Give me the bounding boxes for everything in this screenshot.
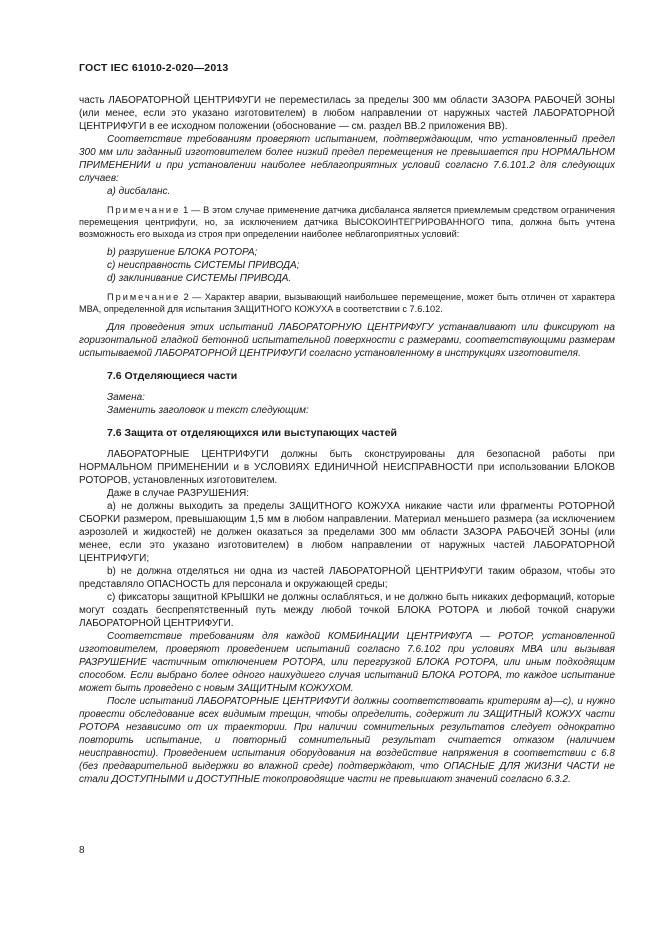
list-item-a: а) дисбаланс. [107, 186, 171, 197]
list-item-c: с) фиксаторы защитной КРЫШКИ не должны ослабляться, и не должно быть никаких деформаций, которые могут создать беспрепятственный путь между любой точкой БЛОКА РОТОРА и любой точкой снаружи ЛАБОРАТОРНОЙ ЦЕНТРИФУГИ. [79, 592, 615, 629]
page-number: 8 [79, 845, 85, 856]
compliance-paragraph: После испытаний ЛАБОРАТОРНЫЕ ЦЕНТРИФУГИ должны соответствовать критериям а)—с), и нужно провести обследование всех видимым трещин, чтобы определить, содержит ли ЗАЩИТНЫЙ КОЖУХ части РОТОРА независимо от их траектории. При наличии сомнительных результатов следует однократно повторить испытание, и повторный сомнительный результат считается отказом (наличием неисправности). Проведением испытания оборудования на воздействие напряжения в соответствии с 6.8 (без предварительной выдержки во влажной среде) подтверждают, что ОПАСНЫЕ ДЛЯ ЖИЗНИ ЧАСТИ не стали ДОСТУПНЫМИ и ДОСТУПНЫЕ токопроводящие части не превышают значений согласно 6.3.2. [79, 696, 615, 785]
note-2 [79, 291, 615, 315]
note-1 [79, 204, 615, 240]
replacement-label: Замена: [107, 392, 145, 403]
paragraph: Даже в случае РАЗРУШЕНИЯ: [107, 488, 250, 499]
list-item-b: b) не должна отделяться ни одна из частей ЛАБОРАТОРНОЙ ЦЕНТРИФУГИ таким образом, чтобы это представляло ОПАСНОСТЬ для персонала и окружающей среды; [79, 566, 615, 590]
compliance-paragraph: Соответствие требованиям проверяют испытанием, подтверждающим, что установленный предел 300 мм или заданный изготовителем более низкий предел перемещения не превышается при НОРМАЛЬНОМ ПРИМЕНЕНИИ и при установлении наиболее неблагоприятных условий согласно 7.6.101.2 для следующих случаев: [79, 134, 615, 184]
section-heading: 7.6 Отделяющиеся части [107, 370, 238, 382]
replacement-instruction: Заменить заголовок и текст следующим: [107, 405, 309, 416]
list-item-a: а) не должны выходить за пределы ЗАЩИТНОГО КОЖУХА никакие части или фрагменты РОТОРНОЙ СБОРКИ размером, превышающим 1,5 мм в любом направлении. Материал меньшего размера (за исключением аэрозолей и жидкостей) не должен оказаться за пределами 300 мм области ЗАЗОРА РАБОЧЕЙ ЗОНЫ (или менее, если это указано изготовителем) в любом направлении от наружных частей ЛАБОРАТОРНОЙ ЦЕНТРИФУГИ; [79, 501, 615, 564]
note-label: Примечание [107, 292, 181, 302]
document-header: ГОСТ IEC 61010-2-020—2013 [79, 62, 229, 74]
section-heading: 7.6 Защита от отделяющихся или выступающих частей [107, 427, 397, 439]
note-label: Примечание [107, 205, 181, 215]
paragraph: ЛАБОРАТОРНЫЕ ЦЕНТРИФУГИ должны быть сконструированы для безопасной работы при НОРМАЛЬНОМ ПРИМЕНЕНИИ и в УСЛОВИЯХ ЕДИНИЧНОЙ НЕИСПРАВНОСТИ при использовании БЛОКОВ РОТОРОВ, установленных изготовителем. [79, 449, 615, 486]
document-body [79, 94, 615, 786]
paragraph: часть ЛАБОРАТОРНОЙ ЦЕНТРИФУГИ не переместилась за пределы 300 мм области ЗАЗОРА РАБОЧЕЙ ЗОНЫ (или менее, если это указано изготовителем) в любом направлении от наружных частей ЛАБОРАТОРНОЙ ЦЕНТРИФУГИ в ее исходном положении (обоснование — см. раздел ВВ.2 приложения ВВ). [79, 95, 615, 132]
test-setup-paragraph: Для проведения этих испытаний ЛАБОРАТОРНУЮ ЦЕНТРИФУГУ устанавливают или фиксируют на горизонтальной гладкой бетонной испытательной поверхности с размерами, соответствующими размерам испытываемой ЛАБОРАТОРНОЙ ЦЕНТРИФУГИ согласно установленному в инструкциях изготовителя. [79, 322, 615, 359]
note-text: 2 — Характер аварии, вызывающий наибольшее перемещение, может быть отличен от характера МВА, определенной для испытания ЗАЩИТНОГО КОЖУХА в соответствии с 7.6.102. [79, 292, 615, 314]
list-item-c: c) неисправность СИСТЕМЫ ПРИВОДА; [107, 260, 300, 271]
list-item-b: b) разрушение БЛОКА РОТОРА; [107, 247, 258, 258]
list-item-d: d) заклинивание СИСТЕМЫ ПРИВОДА. [107, 273, 292, 284]
compliance-paragraph: Соответствие требованиям для каждой КОМБИНАЦИИ ЦЕНТРИФУГА — РОТОР, установленной изготовителем, проверяют проведением испытаний согласно 7.6.102 при условиях МВА или вызывая РАЗРУШЕНИЕ частичным отключением РОТОРА, или перегрузкой БЛОКА РОТОРА, или иным подходящим способом. Если выбрано более одного наихудшего случая испытаний БЛОКА РОТОРА, то каждое испытание может быть проведено с новым ЗАЩИТНЫМ КОЖУХОМ. [79, 631, 615, 694]
note-text: 1 — В этом случае применение датчика дисбаланса является приемлемым средством ограничения перемещения центрифуги, но, за исключением датчика ВЫСОКОИНТЕГРИРОВАННОГО типа, должна быть учтена возможность его выхода из строя при определении наиболее неблагоприятных условий: [79, 205, 616, 239]
